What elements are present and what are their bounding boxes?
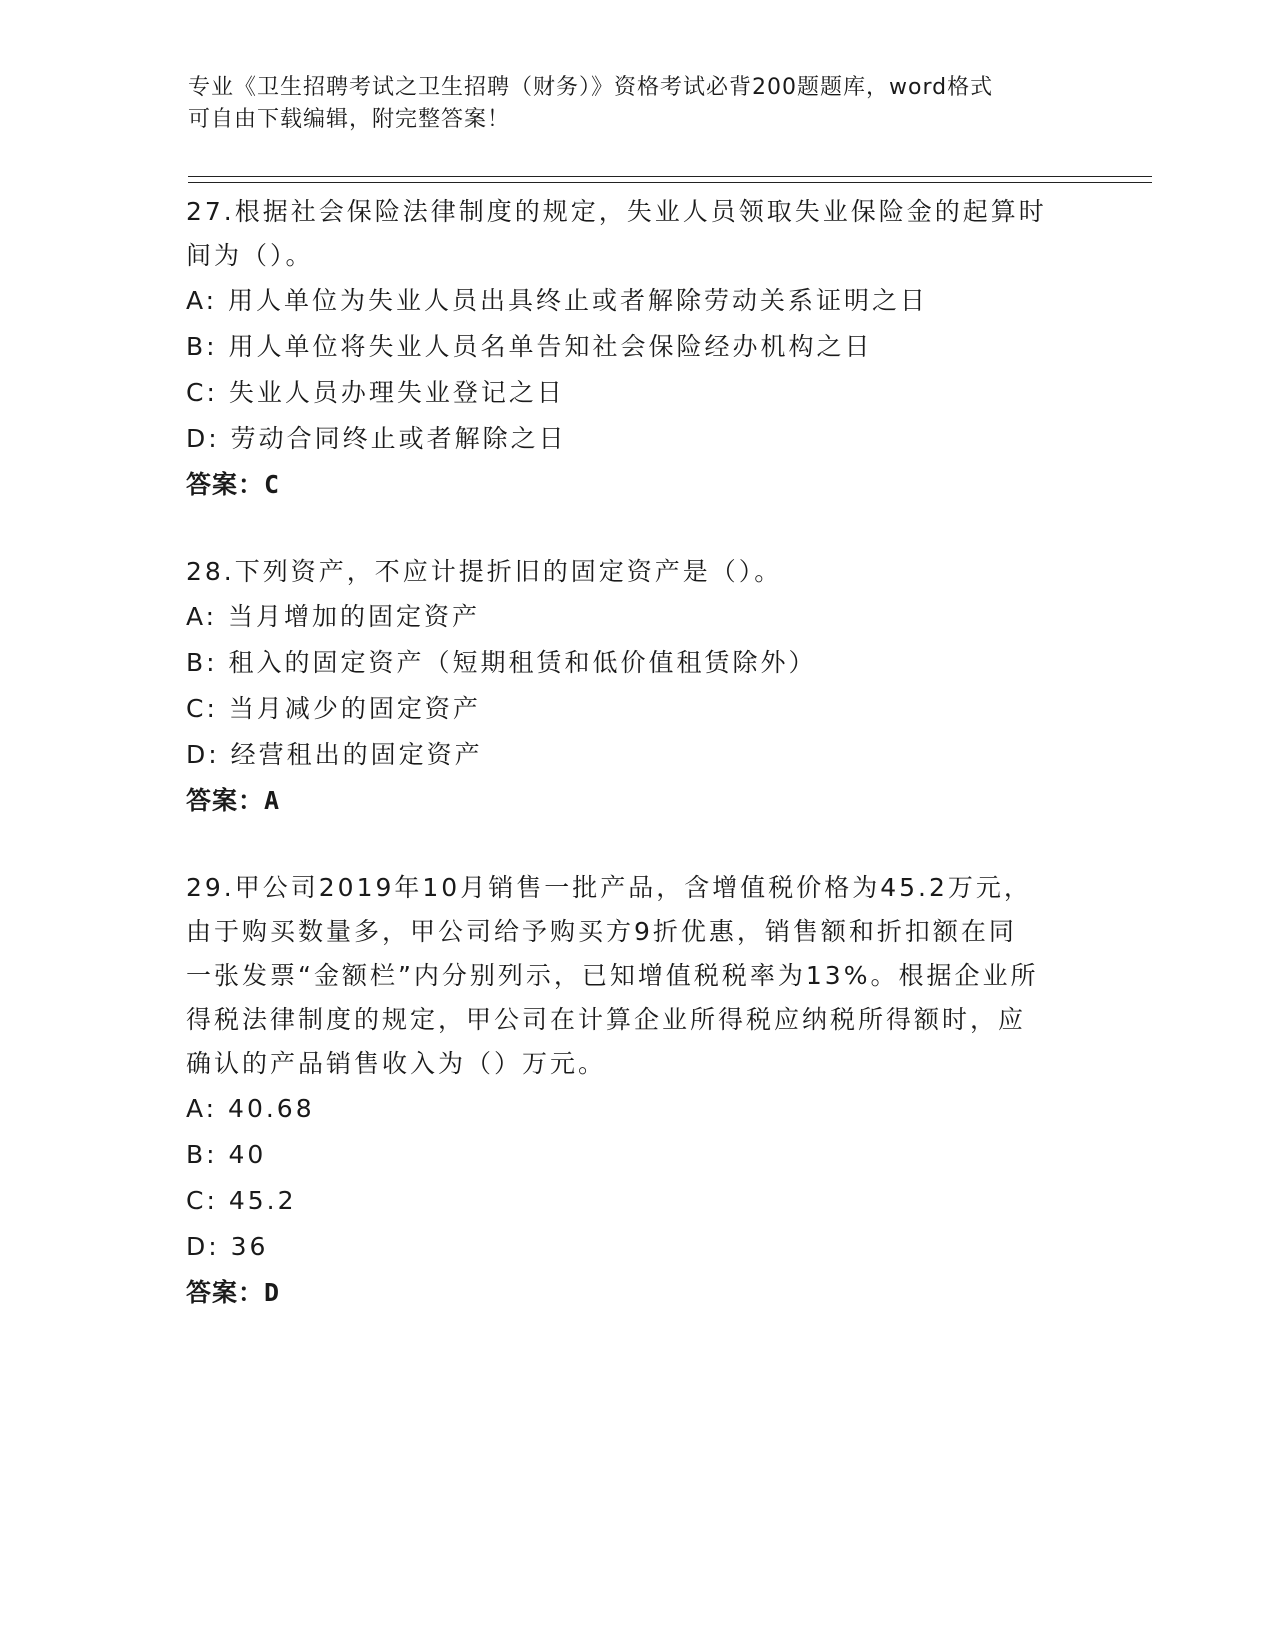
answer-label: 答案： (186, 470, 265, 499)
option-text: 劳动合同终止或者解除之日 (219, 424, 567, 453)
option-text: 36 (219, 1232, 269, 1261)
question-list (186, 190, 1086, 1358)
option-text: 失业人员办理失业登记之日 (217, 378, 565, 407)
option-b (186, 640, 1086, 686)
question-27 (186, 190, 1086, 508)
answer-label: 答案： (186, 786, 265, 815)
option-letter: B: (186, 1140, 218, 1169)
option-b (186, 324, 1086, 370)
answer-line (186, 1270, 1086, 1316)
option-letter: C: (186, 378, 218, 407)
stem-line: 27.根据社会保险法律制度的规定，失业人员领取失业保险金的起算时 (186, 197, 1047, 226)
option-letter: A: (186, 602, 218, 631)
option-a (186, 1086, 1086, 1132)
option-text: 用人单位将失业人员名单告知社会保险经办机构之日 (217, 332, 873, 361)
stem-line: 得税法律制度的规定，甲公司在计算企业所得税应纳税所得额时，应 (186, 1005, 1027, 1034)
option-c (186, 686, 1086, 732)
question-stem (186, 190, 1086, 278)
option-text: 当月减少的固定资产 (217, 694, 481, 723)
stem-line: 29.甲公司2019年10月销售一批产品，含增值税价格为45.2万元， (186, 873, 1032, 902)
stem-line: 确认的产品销售收入为（）万元。 (186, 1049, 607, 1078)
stem-line: 28.下列资产，不应计提折旧的固定资产是（）。 (186, 557, 783, 586)
option-text: 当月增加的固定资产 (217, 602, 481, 631)
option-text: 40.68 (217, 1094, 315, 1123)
header-divider-top (188, 176, 1152, 177)
stem-line: 由于购买数量多，甲公司给予购买方9折优惠，销售额和折扣额在同 (186, 917, 1017, 946)
question-stem (186, 550, 1086, 594)
option-c (186, 1178, 1086, 1224)
answer-label: 答案： (186, 1278, 265, 1307)
option-letter: C: (186, 694, 218, 723)
header-line-2: 可自由下载编辑，附完整答案！ (188, 107, 511, 132)
option-a (186, 278, 1086, 324)
option-a (186, 594, 1086, 640)
option-text: 租入的固定资产（短期租赁和低价值租赁除外） (217, 648, 817, 677)
option-text: 经营租出的固定资产 (219, 740, 483, 769)
question-stem (186, 866, 1086, 1086)
answer-value: D (264, 1278, 280, 1307)
option-text: 用人单位为失业人员出具终止或者解除劳动关系证明之日 (217, 286, 929, 315)
option-letter: A: (186, 286, 218, 315)
option-text: 45.2 (217, 1186, 297, 1215)
option-letter: B: (186, 332, 218, 361)
option-letter: D: (186, 740, 220, 769)
option-letter: D: (186, 1232, 220, 1261)
stem-line: 间为（）。 (186, 241, 314, 270)
document-header (188, 72, 1088, 136)
option-letter: B: (186, 648, 218, 677)
option-b (186, 1132, 1086, 1178)
option-letter: C: (186, 1186, 218, 1215)
header-divider-bottom (188, 182, 1152, 183)
answer-line (186, 778, 1086, 824)
question-29 (186, 866, 1086, 1316)
option-letter: A: (186, 1094, 218, 1123)
answer-value: C (264, 470, 280, 499)
answer-line (186, 462, 1086, 508)
option-d (186, 732, 1086, 778)
option-d (186, 1224, 1086, 1270)
option-c (186, 370, 1086, 416)
stem-line: 一张发票“金额栏”内分别列示，已知增值税税率为13%。根据企业所 (186, 961, 1039, 990)
option-d (186, 416, 1086, 462)
option-text: 40 (217, 1140, 267, 1169)
question-28 (186, 550, 1086, 824)
header-line-1: 专业《卫生招聘考试之卫生招聘（财务）》资格考试必背200题题库，word格式 (188, 75, 994, 100)
answer-value: A (264, 786, 280, 815)
option-letter: D: (186, 424, 220, 453)
